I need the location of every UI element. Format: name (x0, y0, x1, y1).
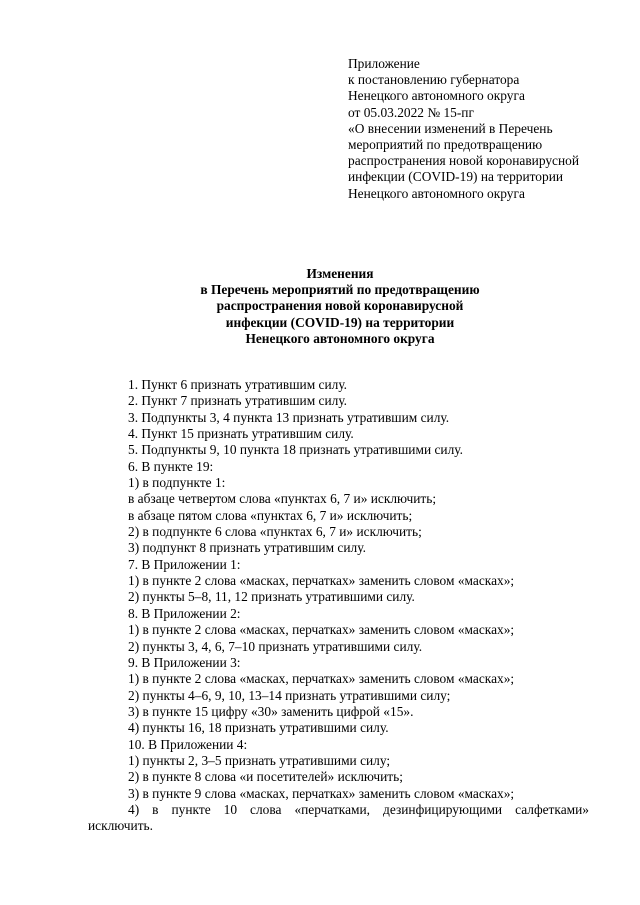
document-title (140, 266, 540, 347)
body-line: 1) пункты 2, 3–5 признать утратившими силу; (128, 752, 391, 768)
title-line: Изменения (306, 266, 374, 281)
body-line: 2) пункты 3, 4, 6, 7–10 признать утратившими силу. (128, 638, 423, 654)
body-line: 8. В Приложении 2: (128, 605, 241, 621)
body-line: 2. Пункт 7 признать утратившим силу. (128, 393, 348, 409)
body-line: 4) пункты 16, 18 признать утратившими силу. (128, 720, 389, 736)
annex-header (348, 56, 628, 202)
annex-line: «О внесении изменений в Перечень (348, 120, 553, 136)
body-line: 5. Подпункты 9, 10 пункта 18 признать утратившими силу. (128, 442, 463, 458)
body-line: 3) в пункте 15 цифру «30» заменить цифрой «15». (128, 703, 414, 719)
title-line: в Перечень мероприятий по предотвращению (200, 282, 480, 298)
annex-line: Ненецкого автономного округа (348, 185, 525, 201)
body-line: 2) пункты 4–6, 9, 10, 13–14 признать утратившими силу; (128, 687, 451, 703)
annex-line: Ненецкого автономного округа (348, 88, 525, 104)
body-line: 1) в пункте 2 слова «масках, перчатках» заменить словом «масках»; (128, 622, 515, 638)
annex-line: инфекции (COVID-19) на территории (348, 169, 564, 185)
body-line: 10. В Приложении 4: (128, 736, 248, 752)
annex-line: мероприятий по предотвращению (348, 137, 543, 153)
annex-line: Приложение (348, 56, 420, 71)
annex-line: распространения новой коронавирусной (348, 153, 580, 169)
title-line: Ненецкого автономного округа (245, 330, 435, 346)
body-line: 9. В Приложении 3: (128, 654, 241, 670)
body-line: 3. Подпункты 3, 4 пункта 13 признать утратившим силу. (128, 409, 450, 425)
title-line: распространения новой коронавирусной (216, 298, 464, 314)
body-line: 1) в пункте 2 слова «масках, перчатках» заменить словом «масках»; (128, 573, 515, 589)
body-line: в абзаце пятом слова «пунктах 6, 7 и» исключить; (128, 507, 413, 523)
body-line: в абзаце четвертом слова «пунктах 6, 7 и» исключить; (128, 491, 437, 507)
document-body (88, 377, 589, 835)
body-line: 7. В Приложении 1: (128, 556, 241, 572)
body-line: 1. Пункт 6 признать утратившим силу. (128, 377, 348, 392)
body-line: 6. В пункте 19: (128, 458, 214, 474)
body-line: 1) в подпункте 1: (128, 475, 226, 491)
body-line: 2) в пункте 8 слова «и посетителей» исключить; (128, 769, 403, 785)
annex-line: от 05.03.2022 № 15-пг (348, 104, 474, 120)
body-line: 1) в пункте 2 слова «масках, перчатках» заменить словом «масках»; (128, 671, 515, 687)
body-line: 2) в подпункте 6 слова «пунктах 6, 7 и» исключить; (128, 524, 422, 540)
body-line: 3) подпункт 8 признать утратившим силу. (128, 540, 366, 556)
body-last-paragraph: 4) в пункте 10 слова «перчатками, дезинфицирующими салфетками» исключить. (88, 801, 589, 834)
body-line: 2) пункты 5–8, 11, 12 признать утратившими силу. (128, 589, 415, 605)
annex-line: к постановлению губернатора (348, 72, 520, 88)
title-line: инфекции (COVID-19) на территории (225, 314, 455, 330)
body-line: 3) в пункте 9 слова «масках, перчатках» заменить словом «масках»; (128, 785, 515, 801)
body-line: 4. Пункт 15 признать утратившим силу. (128, 426, 354, 442)
